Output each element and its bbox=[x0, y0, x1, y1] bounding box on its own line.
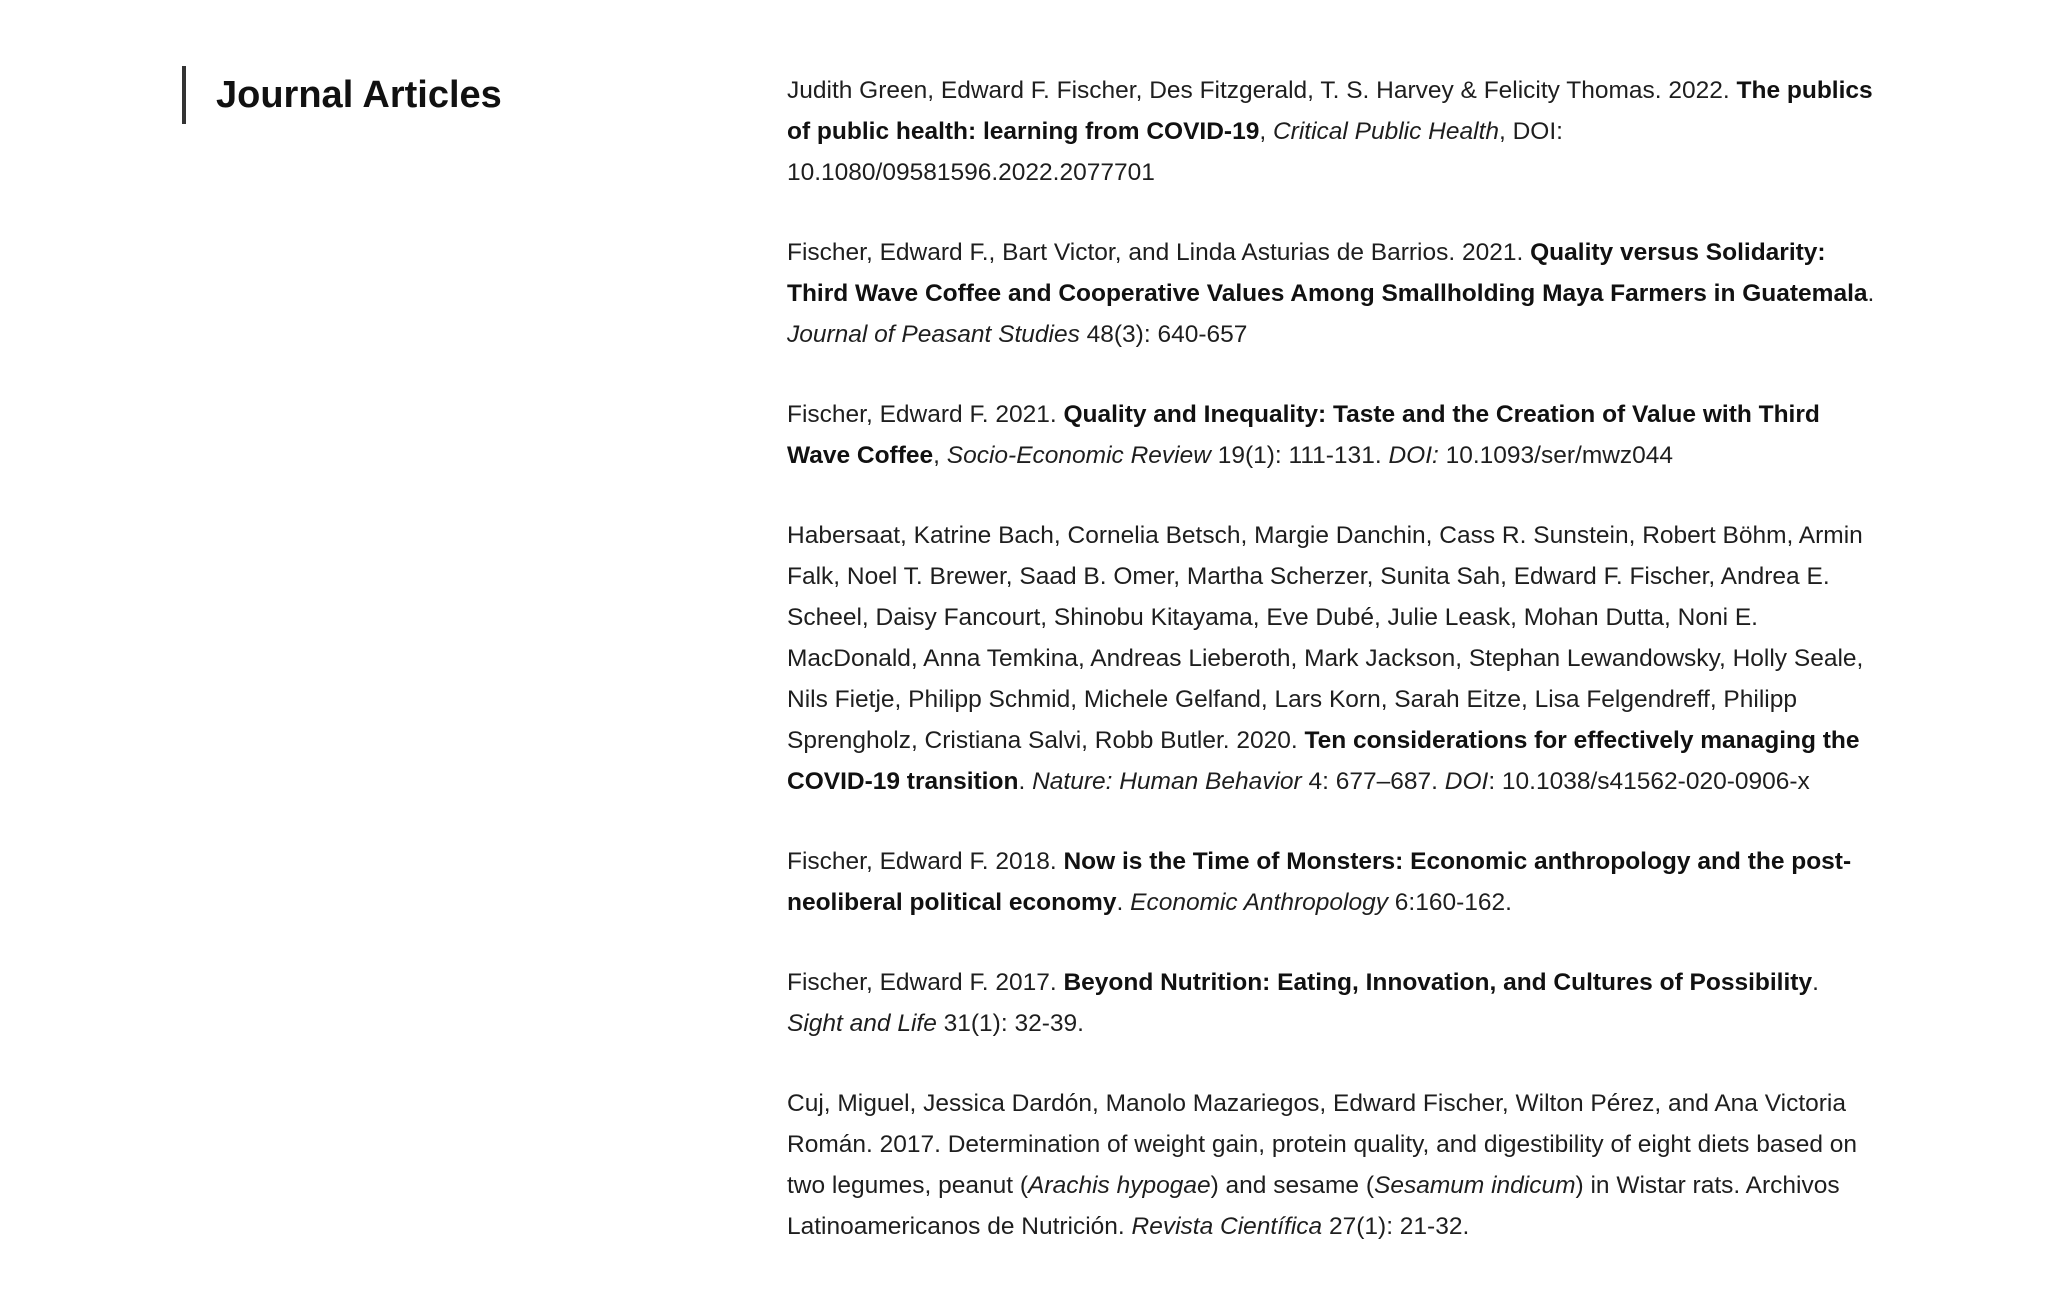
article-journal: Socio-Economic Review bbox=[946, 442, 1211, 469]
article-authors: Judith Green, Edward F. Fischer, Des Fitzgerald, T. S. Harvey & Felicity Thomas. 2022. bbox=[787, 77, 1737, 104]
article-text: ) and sesame ( bbox=[1210, 1172, 1374, 1199]
article-species: Sesamum indicum bbox=[1373, 1172, 1576, 1199]
article-title: The publics of public health: learning from COVID-19 bbox=[787, 77, 1873, 145]
article-item bbox=[787, 232, 1877, 355]
article-details: , DOI: 10.1080/09581596.2022.2077701 bbox=[787, 118, 1563, 186]
article-item bbox=[787, 394, 1877, 476]
section-heading bbox=[182, 66, 502, 124]
article-list bbox=[787, 70, 1877, 1286]
article-title: Beyond Nutrition: Eating, Innovation, and Cultures of Possibility bbox=[1063, 969, 1813, 996]
article-item bbox=[787, 70, 1877, 193]
article-text: ) in Wistar rats. Archivos Latinoamericanos de Nutrición. bbox=[787, 1172, 1840, 1240]
article-journal: Nature: Human Behavior bbox=[1032, 768, 1302, 795]
article-separator: , bbox=[1259, 118, 1273, 145]
article-item bbox=[787, 1083, 1877, 1247]
article-authors: Fischer, Edward F. 2021. bbox=[787, 401, 1064, 428]
article-species: Arachis hypogae bbox=[1028, 1172, 1211, 1199]
article-item bbox=[787, 962, 1877, 1044]
article-title: Ten considerations for effectively managing the COVID-19 transition bbox=[787, 727, 1860, 795]
article-authors: Habersaat, Katrine Bach, Cornelia Betsch, Margie Danchin, Cass R. Sunstein, Robert Böhm, Armin Falk, Noel T. Brewer, Saad B. Omer, Martha Scherzer, Sunita Sah, Edward F. Fischer, Andrea E. Scheel, Daisy Fancourt, Shinobu Kitayama, Eve Dubé, Julie Leask, Mohan Dutta, Noni E. MacDonald, Anna Temkina, Andreas Lieberoth, Mark Jackson, Stephan Lewandowsky, Holly Seale, Nils Fietje, Philipp Schmid, Michele Gelfand, Lars Korn, Sarah Eitze, Lisa Felgendreff, Philipp Sprengholz, Cristiana Salvi, Robb Butler. 2020. bbox=[787, 522, 1864, 754]
article-authors: Fischer, Edward F., Bart Victor, and Linda Asturias de Barrios. 2021. bbox=[787, 239, 1531, 266]
article-item bbox=[787, 515, 1877, 802]
article-authors: Fischer, Edward F. 2017. bbox=[787, 969, 1064, 996]
article-item bbox=[787, 841, 1877, 923]
article-details: 4: 677–687. bbox=[1301, 768, 1445, 795]
article-details: 6:160-162. bbox=[1387, 889, 1512, 916]
article-doi: 10.1093/ser/mwz044 bbox=[1438, 442, 1674, 469]
article-details: 19(1): 111-131. bbox=[1210, 442, 1389, 469]
article-separator: . bbox=[1018, 768, 1033, 795]
section-title: Journal Articles bbox=[216, 73, 502, 116]
article-doi-label: DOI: bbox=[1388, 442, 1439, 469]
article-journal: Critical Public Health bbox=[1272, 118, 1499, 145]
article-journal: Journal of Peasant Studies bbox=[787, 321, 1080, 348]
article-doi-label: DOI bbox=[1444, 768, 1489, 795]
article-title: Now is the Time of Monsters: Economic anthropology and the post-neoliberal political economy bbox=[787, 848, 1852, 916]
article-details: 27(1): 21-32. bbox=[1322, 1213, 1470, 1240]
article-title: Quality versus Solidarity: Third Wave Coffee and Cooperative Values Among Smallholding Maya Farmers in Guatemala bbox=[787, 239, 1868, 307]
article-separator: . bbox=[1812, 969, 1819, 996]
article-authors: Fischer, Edward F. 2018. bbox=[787, 848, 1064, 875]
article-journal: Sight and Life bbox=[787, 1010, 937, 1037]
article-journal: Revista Científica bbox=[1131, 1213, 1323, 1240]
article-journal: Economic Anthropology bbox=[1130, 889, 1388, 916]
article-doi: : 10.1038/s41562-020-0906-x bbox=[1488, 768, 1810, 795]
article-authors: Cuj, Miguel, Jessica Dardón, Manolo Mazariegos, Edward Fischer, Wilton Pérez, and Ana Victoria Román. 2017. Determination of weight gain, protein quality, and digestibility of eight diets based on two legumes, peanut ( bbox=[787, 1090, 1858, 1199]
article-separator: . bbox=[1116, 889, 1131, 916]
article-separator: , bbox=[933, 442, 947, 469]
article-details: 48(3): 640-657 bbox=[1079, 321, 1248, 348]
article-separator: . bbox=[1867, 280, 1875, 307]
article-details: 31(1): 32-39. bbox=[936, 1010, 1084, 1037]
article-title: Quality and Inequality: Taste and the Creation of Value with Third Wave Coffee bbox=[787, 401, 1820, 469]
